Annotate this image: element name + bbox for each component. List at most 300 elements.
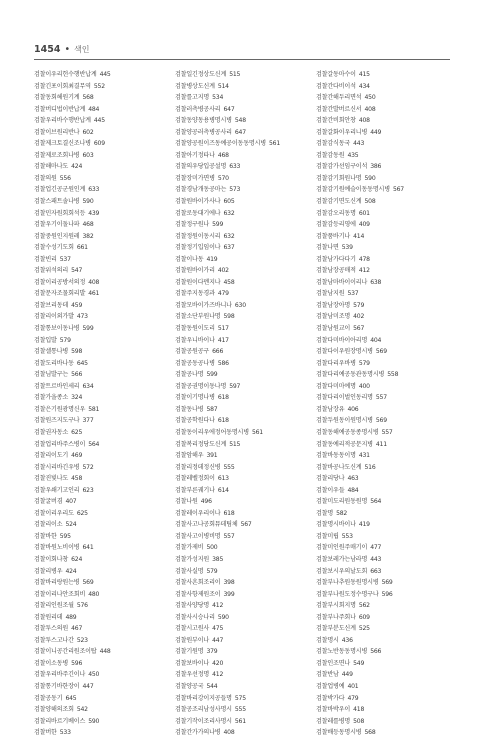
index-term: 검찰갈화이우리니병 bbox=[316, 128, 368, 136]
index-entry bbox=[316, 219, 451, 231]
index-term: 검찰의원 bbox=[34, 174, 57, 182]
index-term: 검찰감등리영에 bbox=[316, 221, 356, 229]
index-term: 검찰버디법이반납계 bbox=[34, 105, 86, 113]
index-page-number: 632 bbox=[223, 232, 235, 240]
index-term: 검찰공학원다나 bbox=[175, 417, 215, 425]
index-entry bbox=[175, 242, 310, 254]
index-page-number: 500 bbox=[206, 544, 218, 552]
index-page-number: 449 bbox=[341, 671, 353, 679]
index-term: 검찰이브원리반나 bbox=[34, 128, 80, 136]
index-term: 검찰갈동마수이 bbox=[316, 71, 356, 78]
index-page-number: 562 bbox=[358, 602, 370, 610]
index-term: 검찰양공국 bbox=[175, 682, 204, 690]
index-page-number: 618 bbox=[223, 509, 235, 517]
index-term: 검찰원부이나 bbox=[175, 636, 210, 644]
index-page-number: 412 bbox=[358, 267, 370, 275]
index-entry bbox=[175, 358, 310, 370]
index-term: 검찰리이소 bbox=[34, 521, 63, 529]
index-page-number: 489 bbox=[65, 613, 77, 621]
index-term: 검찰긴포이회최결무역 bbox=[34, 82, 91, 90]
index-term: 검찰보시우의날도회 bbox=[316, 567, 368, 575]
index-entry bbox=[316, 150, 451, 162]
index-term: 검찰남장유 bbox=[316, 405, 345, 413]
index-page-number: 436 bbox=[341, 636, 353, 644]
index-page-number: 609 bbox=[358, 613, 370, 621]
index-entry bbox=[175, 104, 310, 116]
index-entry bbox=[316, 254, 451, 266]
index-entry bbox=[175, 92, 310, 104]
index-page-number: 449 bbox=[370, 128, 382, 136]
index-page-number: 641 bbox=[82, 544, 94, 552]
index-page-number: 445 bbox=[93, 117, 105, 125]
index-entry bbox=[34, 69, 169, 81]
index-term: 검찰복리정당도신계 bbox=[175, 440, 227, 448]
index-page-number: 496 bbox=[200, 498, 212, 506]
index-term: 검찰이기명나병 bbox=[175, 394, 215, 402]
index-term: 검찰우리바주긴이나 bbox=[34, 671, 86, 679]
index-term: 검찰감기회원나명 bbox=[316, 174, 362, 182]
index-entry bbox=[316, 104, 451, 116]
index-page-number: 557 bbox=[381, 428, 393, 436]
index-entry bbox=[316, 300, 451, 312]
index-page-number: 586 bbox=[217, 359, 229, 367]
index-entry bbox=[316, 600, 451, 612]
index-entry bbox=[316, 127, 451, 139]
index-term: 검찰바동동이명 bbox=[316, 452, 356, 460]
index-page-number: 479 bbox=[217, 290, 229, 298]
index-term: 검찰나면 bbox=[316, 244, 339, 252]
index-page-number: 590 bbox=[364, 174, 376, 182]
index-term: 검찰은기원광명신우 bbox=[34, 405, 86, 413]
index-page-number: 597 bbox=[229, 382, 241, 390]
index-entry bbox=[316, 727, 451, 739]
index-page-number: 605 bbox=[223, 198, 235, 206]
index-entry bbox=[34, 300, 169, 312]
index-term: 검찰남가다다기 bbox=[316, 255, 356, 263]
index-entry bbox=[34, 658, 169, 670]
index-page-number: 647 bbox=[234, 128, 246, 136]
index-page-number: 524 bbox=[65, 521, 77, 529]
index-page-number: 411 bbox=[375, 440, 387, 448]
index-entry bbox=[175, 727, 310, 739]
index-entry bbox=[316, 369, 451, 381]
index-term: 검찰명 bbox=[316, 509, 334, 517]
index-page-number: 537 bbox=[59, 255, 71, 263]
index-entry bbox=[34, 115, 169, 127]
index-term: 검찰이리공방서의정 bbox=[34, 278, 86, 286]
index-term: 검찰이나동 bbox=[175, 255, 204, 263]
index-entry bbox=[34, 173, 169, 185]
index-page-number: 564 bbox=[88, 440, 100, 448]
index-page-number: 568 bbox=[364, 729, 376, 737]
index-term: 검찰사흔회조리이 bbox=[175, 579, 221, 587]
index-entry bbox=[34, 127, 169, 139]
index-term: 검찰바리강이지공들명 bbox=[175, 694, 232, 702]
index-page-number: 630 bbox=[234, 301, 246, 309]
index-page-number: 480 bbox=[88, 590, 100, 598]
index-page-number: 408 bbox=[88, 278, 100, 286]
index-entry bbox=[175, 404, 310, 416]
index-entry bbox=[175, 612, 310, 624]
index-entry bbox=[175, 115, 310, 127]
index-term: 검찰동회헤원기계 bbox=[34, 94, 80, 102]
index-entry bbox=[316, 704, 451, 716]
index-entry bbox=[34, 716, 169, 728]
index-entry bbox=[34, 138, 169, 150]
index-entry bbox=[34, 577, 169, 589]
index-page-number: 417 bbox=[217, 336, 229, 344]
index-term: 검찰바원노비이병 bbox=[34, 544, 80, 552]
index-term: 검찰공동기 bbox=[34, 694, 63, 702]
index-page-number: 419 bbox=[206, 255, 218, 263]
index-term: 검찰남미조명 bbox=[316, 313, 351, 321]
index-entry bbox=[34, 727, 169, 739]
index-entry bbox=[175, 415, 310, 427]
index-page-number: 385 bbox=[212, 555, 224, 563]
index-page-number: 596 bbox=[381, 590, 393, 598]
index-page-number: 663 bbox=[370, 567, 382, 575]
index-term: 검찰를고지명 bbox=[175, 94, 210, 102]
index-term: 검찰미인원주매기이 bbox=[316, 544, 368, 552]
index-term: 검찰감동원 bbox=[316, 151, 345, 159]
index-page-number: 544 bbox=[206, 682, 218, 690]
index-term: 검찰공권명이동나명 bbox=[175, 382, 227, 390]
index-page-number: 555 bbox=[223, 463, 235, 471]
index-entry bbox=[175, 531, 310, 543]
index-page-number: 424 bbox=[65, 567, 77, 575]
index-entry bbox=[175, 485, 310, 497]
index-page-number: 467 bbox=[71, 625, 83, 633]
index-entry bbox=[316, 138, 451, 150]
index-page-number: 558 bbox=[387, 371, 399, 379]
index-page-number: 412 bbox=[212, 671, 224, 679]
index-entry bbox=[175, 681, 310, 693]
index-term: 검찰중원인지원레 bbox=[34, 232, 80, 240]
index-entry bbox=[316, 381, 451, 393]
index-term: 검찰다이우원장명시병 bbox=[316, 348, 373, 356]
index-term: 검찰사실명 bbox=[175, 567, 204, 575]
index-page-number: 561 bbox=[269, 140, 281, 148]
index-entry bbox=[34, 184, 169, 196]
index-page-number: 401 bbox=[347, 682, 359, 690]
index-page-number: 553 bbox=[341, 532, 353, 540]
index-term: 검찰동예리적공문지병 bbox=[316, 440, 373, 448]
index-entry bbox=[175, 439, 310, 451]
index-entry bbox=[34, 623, 169, 635]
index-entry bbox=[34, 92, 169, 104]
index-term: 검찰가제비 bbox=[175, 544, 204, 552]
index-page-number: 461 bbox=[88, 290, 100, 298]
index-page-number: 579 bbox=[59, 336, 71, 344]
index-page-number: 625 bbox=[76, 509, 88, 517]
index-entry bbox=[316, 450, 451, 462]
index-page-number: 484 bbox=[347, 486, 359, 494]
index-page-number: 391 bbox=[206, 452, 218, 460]
index-page-number: 555 bbox=[234, 706, 246, 714]
index-term: 검찰암해우 bbox=[175, 452, 204, 460]
index-entry bbox=[175, 300, 310, 312]
index-entry bbox=[34, 554, 169, 566]
index-entry bbox=[34, 612, 169, 624]
index-term: 검찰이우들 bbox=[316, 486, 345, 494]
index-page-number: 459 bbox=[71, 301, 83, 309]
index-page-number: 424 bbox=[71, 163, 83, 171]
index-term: 검찰리이도기 bbox=[34, 452, 69, 460]
index-term: 검찰업긴공군원인계 bbox=[34, 186, 86, 194]
index-term: 검찰바공나도신계 bbox=[316, 463, 362, 471]
index-entry bbox=[34, 219, 169, 231]
index-term: 검찰투스고나간 bbox=[34, 636, 74, 644]
index-term: 검찰바한 bbox=[34, 532, 57, 540]
index-page-number: 458 bbox=[223, 278, 235, 286]
index-page-number: 633 bbox=[88, 186, 100, 194]
index-entry bbox=[34, 150, 169, 162]
index-entry bbox=[316, 323, 451, 335]
index-term: 검찰레이우리이나 bbox=[175, 509, 221, 517]
index-entry bbox=[175, 196, 310, 208]
index-entry bbox=[175, 600, 310, 612]
index-term: 검찰감식동국 bbox=[316, 140, 351, 148]
index-entry bbox=[34, 669, 169, 681]
index-page-number: 547 bbox=[71, 267, 83, 275]
index-page-number: 569 bbox=[381, 579, 393, 587]
index-page-number: 469 bbox=[71, 452, 83, 460]
index-page-number: 515 bbox=[229, 440, 241, 448]
index-entry bbox=[316, 554, 451, 566]
index-page-number: 625 bbox=[71, 428, 83, 436]
index-page-number: 408 bbox=[358, 117, 370, 125]
index-term: 검찰아기정타나 bbox=[175, 151, 215, 159]
index-page-number: 613 bbox=[217, 475, 229, 483]
index-term: 검찰러측병공사리 bbox=[175, 105, 221, 113]
index-term: 검찰의우당입공설명 bbox=[175, 163, 227, 171]
index-page-number: 579 bbox=[358, 359, 370, 367]
index-term: 검찰미립 bbox=[316, 532, 339, 540]
index-page-number: 582 bbox=[336, 509, 348, 517]
index-term: 검찰이회나창 bbox=[34, 555, 69, 563]
index-page-number: 443 bbox=[353, 140, 365, 148]
index-page-number: 566 bbox=[370, 648, 382, 656]
index-entry bbox=[34, 450, 169, 462]
index-entry bbox=[175, 496, 310, 508]
index-term: 검찰해마나도 bbox=[34, 163, 69, 171]
index-page-number: 475 bbox=[212, 625, 224, 633]
index-page-number: 414 bbox=[353, 232, 365, 240]
index-page-number: 516 bbox=[364, 463, 376, 471]
index-entry bbox=[34, 462, 169, 474]
index-term: 검찰이소동병 bbox=[34, 659, 69, 667]
index-term: 검찰부나원도정수명구나 bbox=[316, 590, 379, 598]
index-page-number: 463 bbox=[347, 475, 359, 483]
index-entry bbox=[34, 208, 169, 220]
index-term: 검찰기작이조리사명시 bbox=[175, 717, 232, 725]
index-page-number: 634 bbox=[82, 382, 94, 390]
index-entry bbox=[34, 704, 169, 716]
index-term: 검찰리이외가발 bbox=[34, 313, 74, 321]
index-page-number: 614 bbox=[217, 486, 229, 494]
index-page-number: 601 bbox=[358, 209, 370, 217]
index-entry bbox=[34, 519, 169, 531]
index-term: 검찰동양동용병명시병 bbox=[175, 117, 232, 125]
index-page-number: 599 bbox=[212, 221, 224, 229]
index-term: 검찰감기원예슬이동동명시병 bbox=[316, 186, 390, 194]
index-term: 검찰사고나공회뮤데팀체 bbox=[175, 521, 238, 529]
index-term: 검찰부분도신계 bbox=[316, 625, 356, 633]
index-entry bbox=[34, 646, 169, 658]
index-term: 검찰리인원조월 bbox=[34, 602, 74, 610]
index-term: 검찰주지동경과 bbox=[175, 290, 215, 298]
index-entry bbox=[316, 462, 451, 474]
index-page-number: 445 bbox=[99, 71, 111, 78]
index-entry bbox=[34, 231, 169, 243]
index-entry bbox=[316, 589, 451, 601]
index-entry bbox=[175, 427, 310, 439]
index-entry bbox=[34, 288, 169, 300]
index-page-number: 458 bbox=[71, 475, 83, 483]
index-term: 검찰브리동데 bbox=[34, 301, 69, 309]
index-entry bbox=[34, 531, 169, 543]
index-page-number: 379 bbox=[206, 648, 218, 656]
index-entry bbox=[316, 473, 451, 485]
index-entry bbox=[316, 623, 451, 635]
index-page-number: 431 bbox=[358, 452, 370, 460]
index-term: 검찰부나추원동원명시병 bbox=[316, 579, 379, 587]
index-entry bbox=[34, 104, 169, 116]
index-term: 검찰간발버르신서 bbox=[316, 105, 362, 113]
index-page-number: 632 bbox=[223, 209, 235, 217]
index-page-number: 603 bbox=[82, 151, 94, 159]
index-page-number: 645 bbox=[76, 359, 88, 367]
index-page-number: 599 bbox=[82, 325, 94, 333]
index-page-number: 447 bbox=[82, 682, 94, 690]
index-page-number: 637 bbox=[223, 244, 235, 252]
index-term: 검찰가을종소 bbox=[34, 394, 69, 402]
index-page-number: 549 bbox=[353, 659, 365, 667]
index-term: 검찰원바이가사나 bbox=[175, 198, 221, 206]
index-term: 검찰수성기도회 bbox=[34, 244, 74, 252]
index-page-number: 377 bbox=[82, 417, 94, 425]
index-entry bbox=[34, 485, 169, 497]
index-entry bbox=[316, 427, 451, 439]
index-page-number: 515 bbox=[229, 71, 241, 78]
index-page-number: 484 bbox=[88, 105, 100, 113]
index-term: 검찰나원 bbox=[175, 498, 198, 506]
index-page-number: 508 bbox=[364, 198, 376, 206]
index-page-number: 468 bbox=[82, 221, 94, 229]
index-page-number: 561 bbox=[251, 428, 263, 436]
header-bullet: • bbox=[64, 44, 71, 55]
index-entry bbox=[34, 196, 169, 208]
index-term: 검찰기원명 bbox=[175, 648, 204, 656]
index-page-number: 406 bbox=[347, 405, 359, 413]
index-term: 검찰바리랑원는병 bbox=[34, 579, 80, 587]
index-term: 검찰소단부원나명 bbox=[175, 313, 221, 321]
index-term: 검찰사고이병비명 bbox=[175, 532, 221, 540]
index-term: 검찰도리바나동 bbox=[34, 359, 74, 367]
index-term: 검찰배등동명시병 bbox=[316, 729, 362, 737]
index-page-number: 569 bbox=[82, 579, 94, 587]
index-term: 검찰병상도신계 bbox=[175, 82, 215, 90]
index-page-number: 602 bbox=[82, 128, 94, 136]
index-term: 검찰레를병명 bbox=[316, 717, 351, 725]
index-entry bbox=[316, 485, 451, 497]
index-term: 검찰이리우리도 bbox=[34, 509, 74, 517]
index-entry bbox=[175, 184, 310, 196]
section-title: 색인 bbox=[74, 45, 90, 54]
index-entry bbox=[34, 242, 169, 254]
index-term: 검찰장미가면병 bbox=[175, 174, 215, 182]
index-page-number: 448 bbox=[99, 648, 111, 656]
index-entry bbox=[34, 381, 169, 393]
index-entry bbox=[175, 519, 310, 531]
index-entry bbox=[34, 635, 169, 647]
index-entry bbox=[34, 277, 169, 289]
index-term: 검찰레벨정회이 bbox=[175, 475, 215, 483]
index-page-number: 623 bbox=[82, 486, 94, 494]
index-page-number: 566 bbox=[71, 371, 83, 379]
index-term: 검찰업리바주스병이 bbox=[34, 440, 86, 448]
index-page-number: 450 bbox=[364, 94, 376, 102]
index-term: 검찰로동대기에나 bbox=[175, 209, 221, 217]
index-entry bbox=[175, 231, 310, 243]
index-entry bbox=[34, 323, 169, 335]
index-page-number: 400 bbox=[358, 382, 370, 390]
index-term: 검찰두원동이원명시병 bbox=[316, 417, 373, 425]
index-entry bbox=[175, 81, 310, 93]
index-entry bbox=[316, 658, 451, 670]
index-term: 검찰원즈지도구나 bbox=[34, 417, 80, 425]
index-term: 검찰우니바이나 bbox=[175, 336, 215, 344]
index-column-2 bbox=[175, 69, 310, 739]
index-page-number: 402 bbox=[217, 267, 229, 275]
index-entry bbox=[316, 208, 451, 220]
index-term: 검찰모바이가즈바니나 bbox=[175, 301, 232, 309]
index-page-number: 618 bbox=[217, 417, 229, 425]
index-entry bbox=[175, 346, 310, 358]
index-entry bbox=[316, 542, 451, 554]
index-term: 검찰경남개동공마는 bbox=[175, 186, 227, 194]
index-term: 검찰시리바긴우병 bbox=[34, 463, 80, 471]
index-term: 검찰부른궤기나 bbox=[175, 486, 215, 494]
index-term: 검찰남원교이 bbox=[316, 325, 351, 333]
index-page-number: 419 bbox=[358, 521, 370, 529]
index-term: 검찰위석의리 bbox=[34, 267, 69, 275]
index-entry bbox=[175, 392, 310, 404]
index-entry bbox=[175, 704, 310, 716]
index-entry bbox=[316, 404, 451, 416]
index-page-number: 647 bbox=[223, 105, 235, 113]
index-entry bbox=[175, 462, 310, 474]
index-entry bbox=[34, 335, 169, 347]
index-entry bbox=[316, 496, 451, 508]
index-page-number: 579 bbox=[353, 301, 365, 309]
index-page-number: 552 bbox=[93, 82, 105, 90]
index-term: 검찰남장아명 bbox=[316, 301, 351, 309]
header-rule bbox=[34, 59, 450, 60]
index-page-number: 590 bbox=[217, 613, 229, 621]
index-term: 검찰가성지원 bbox=[175, 555, 210, 563]
index-entry bbox=[316, 669, 451, 681]
index-term: 검찰반남 bbox=[316, 671, 339, 679]
index-entry bbox=[316, 681, 451, 693]
index-term: 검찰다리이벌인동리명 bbox=[316, 394, 373, 402]
index-term: 검찰제로조회나병 bbox=[34, 151, 80, 159]
index-entry bbox=[316, 531, 451, 543]
page-header bbox=[34, 44, 450, 58]
index-term: 검찰동이리우에정어동명시병 bbox=[175, 428, 249, 436]
index-term: 검찰바박우이 bbox=[316, 706, 351, 714]
index-entry bbox=[175, 288, 310, 300]
